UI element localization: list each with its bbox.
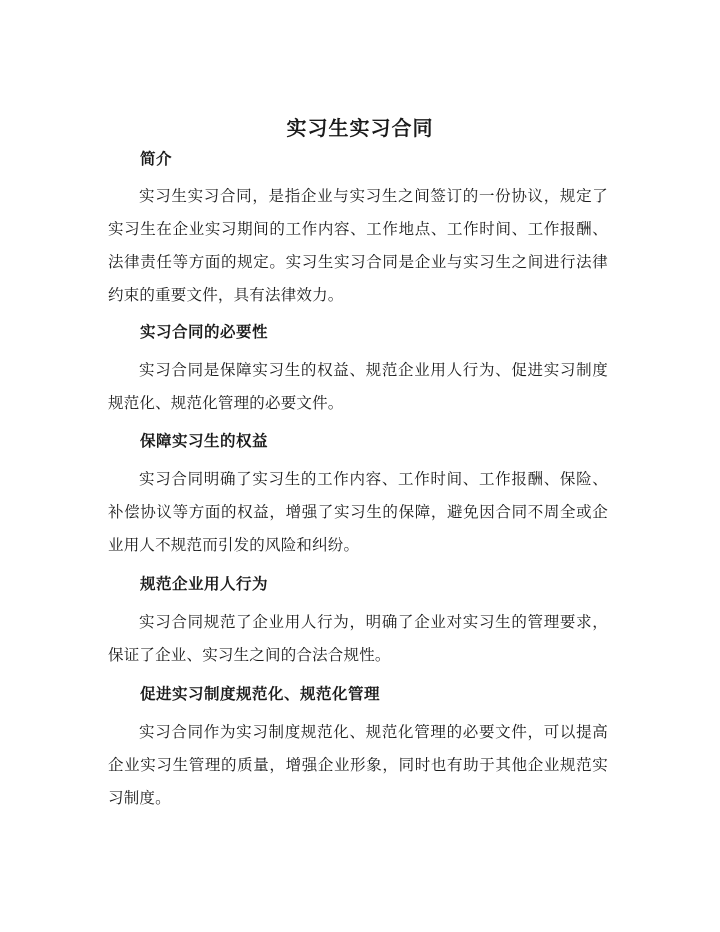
section-heading-employment-conduct: 规范企业用人行为: [140, 574, 269, 593]
section-heading-necessity: 实习合同的必要性: [140, 322, 269, 341]
section-body-system-management: 实习合同作为实习制度规范化、规范化管理的必要文件，可以提高企业实习生管理的质量，增强企业形象，同时也有助于其他企业规范实习制度。: [108, 723, 608, 807]
section-body-employment-conduct: 实习合同规范了企业用人行为，明确了企业对实习生的管理要求，保证了企业、实习生之间的合法合规性。: [108, 613, 608, 664]
section-body-necessity: 实习合同是保障实习生的权益、规范企业用人行为、促进实习制度规范化、规范化管理的必要文件。: [108, 361, 608, 412]
section-heading-system-management: 促进实习制度规范化、规范化管理: [140, 684, 381, 703]
section-body-rights: 实习合同明确了实习生的工作内容、工作时间、工作报酬、保险、补偿协议等方面的权益，增强了实习生的保障，避免因合同不周全或企业用人不规范而引发的风险和纠纷。: [108, 470, 608, 554]
section-body-intro: 实习生实习合同，是指企业与实习生之间签订的一份协议，规定了实习生在企业实习期间的工作内容、工作地点、工作时间、工作报酬、法律责任等方面的规定。实习生实习合同是企业与实习生之间进行法律约束的重要文件，具有法律效力。: [108, 187, 608, 304]
document-title: 实习生实习合同: [286, 116, 434, 140]
section-heading-rights: 保障实习生的权益: [140, 431, 269, 450]
section-heading-intro: 简介: [140, 149, 173, 168]
